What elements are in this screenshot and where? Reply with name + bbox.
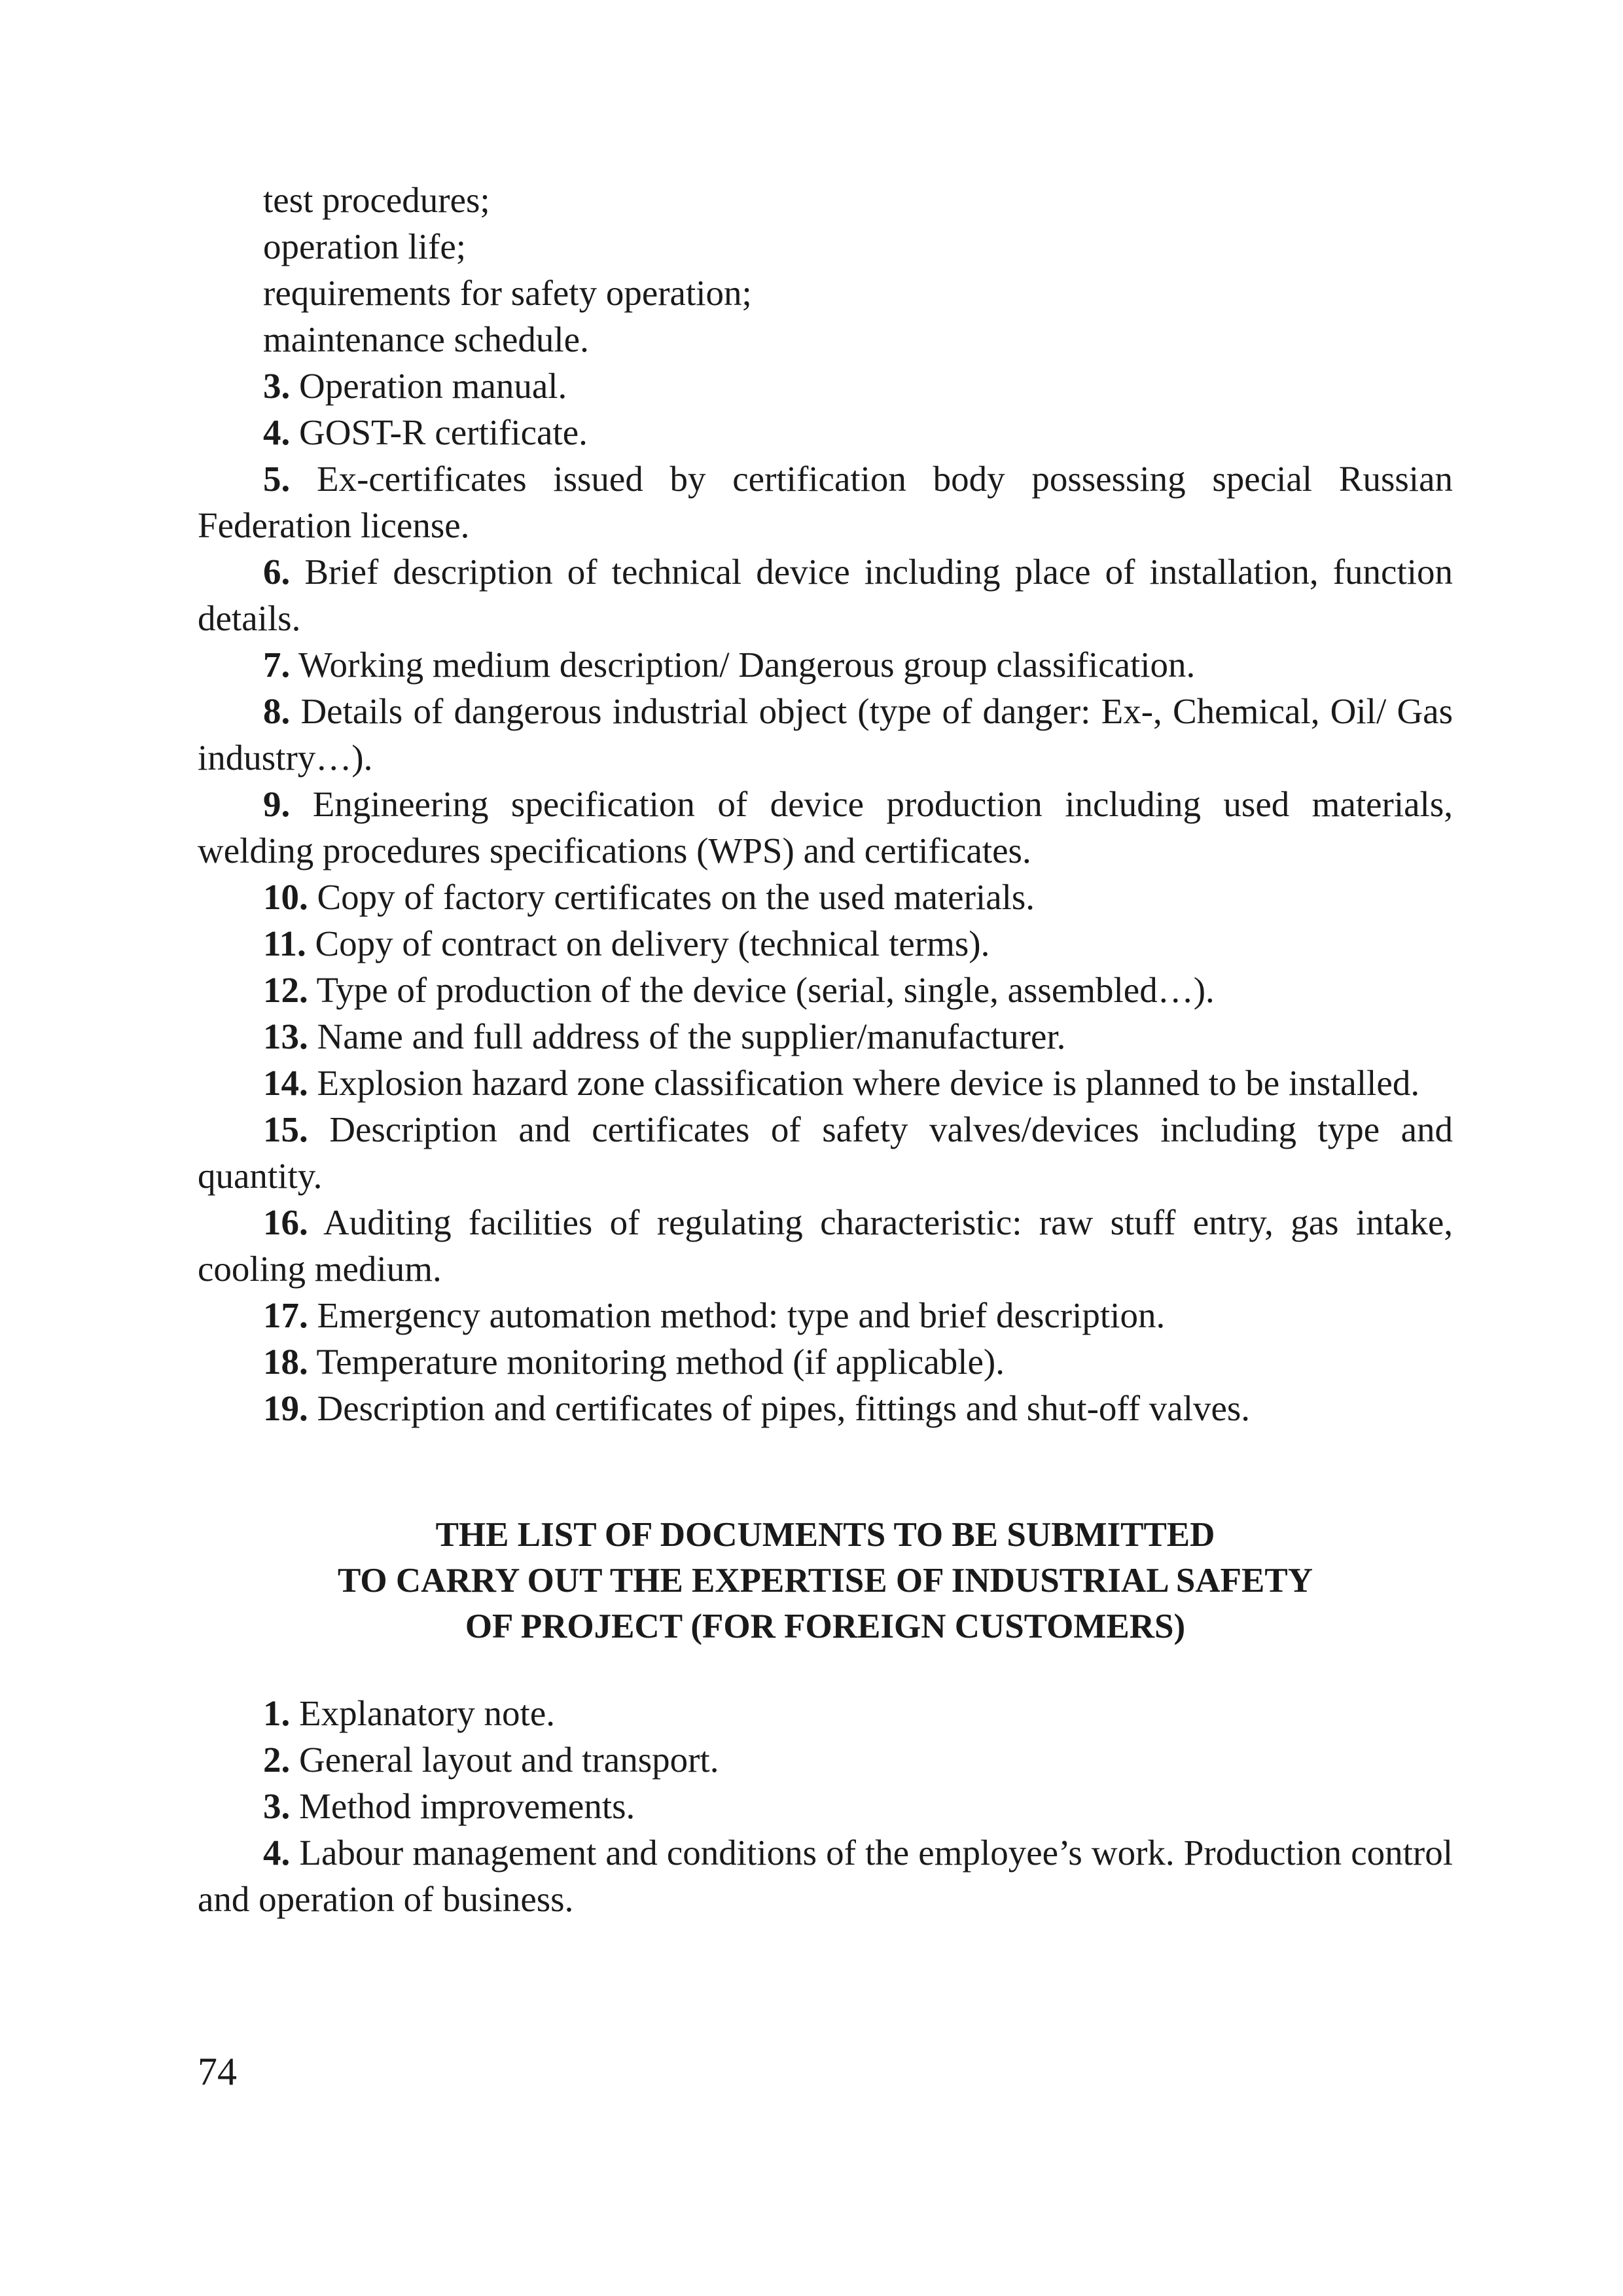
item-text: Auditing facilities of regulating characteristic: raw stuff entry, gas intake, cooling medium. (198, 1202, 1454, 1289)
section-list (198, 1690, 1453, 1922)
list-item (198, 363, 1453, 409)
item-number: 16. (263, 1202, 308, 1242)
item-number: 3. (263, 1786, 291, 1826)
item-number: 5. (263, 459, 291, 499)
item-number: 3. (263, 366, 291, 406)
item-text: Description and certificates of pipes, fittings and shut-off valves. (317, 1388, 1251, 1428)
item-text: Description and certificates of safety valves/devices including type and quantity. (198, 1109, 1454, 1196)
item-text: Working medium description/ Dangerous group classification. (298, 645, 1196, 685)
item-number: 12. (263, 970, 308, 1010)
item-number: 6. (263, 552, 291, 592)
item-text: Method improvements. (299, 1786, 635, 1826)
list-item (198, 1783, 1453, 1829)
section-heading (198, 1512, 1453, 1649)
item-text: General layout and transport. (299, 1740, 719, 1780)
item-text: Copy of factory certificates on the used materials. (317, 877, 1035, 917)
heading-line: TO CARRY OUT THE EXPERTISE OF INDUSTRIAL SAFETY (338, 1562, 1313, 1600)
item-number: 8. (263, 691, 291, 731)
list-item (198, 548, 1453, 641)
heading-line: THE LIST OF DOCUMENTS TO BE SUBMITTED (435, 1516, 1215, 1554)
item-text: Type of production of the device (serial, single, assembled…). (316, 970, 1215, 1010)
item-text: Copy of contract on delivery (technical terms). (315, 924, 990, 963)
item-number: 4. (263, 412, 291, 452)
item-text: Explosion hazard zone classification where device is planned to be installed. (317, 1063, 1420, 1103)
sub-item: operation life; (263, 226, 467, 266)
item-text: Ex-certificates issued by certification body possessing special Russian Federation license. (198, 459, 1453, 545)
list-item (198, 456, 1453, 548)
list-item (198, 1199, 1453, 1292)
item-number: 19. (263, 1388, 308, 1428)
continued-list (198, 177, 1453, 1431)
list-item (198, 920, 1453, 967)
list-item (198, 1338, 1453, 1385)
sub-item: test procedures; (263, 180, 490, 220)
item-number: 9. (263, 784, 291, 824)
list-item (198, 1736, 1453, 1783)
item-text: Details of dangerous industrial object (type of danger: Ex-, Chemical, Oil/ Gas industry…). (198, 691, 1453, 778)
item-text: Labour management and conditions of the employee’s work. Production control and operation of business. (198, 1833, 1453, 1919)
list-item (198, 1829, 1453, 1922)
list-item (198, 688, 1453, 781)
item-text: Name and full address of the supplier/manufacturer. (317, 1016, 1066, 1056)
item-number: 11. (263, 924, 306, 963)
list-item (198, 1106, 1453, 1199)
list-item (198, 1292, 1453, 1338)
item-number: 1. (263, 1693, 291, 1733)
list-item (198, 1060, 1453, 1106)
page-number: 74 (198, 2050, 237, 2093)
item-number: 7. (263, 645, 291, 685)
sub-item: maintenance schedule. (263, 319, 589, 359)
item-number: 17. (263, 1295, 308, 1335)
item-text: Operation manual. (299, 366, 567, 406)
list-item (198, 781, 1453, 874)
list-item (198, 874, 1453, 920)
sub-item: requirements for safety operation; (263, 273, 752, 313)
item-number: 10. (263, 877, 308, 917)
item-text: Explanatory note. (299, 1693, 555, 1733)
item-text: Emergency automation method: type and brief description. (317, 1295, 1166, 1335)
list-item (198, 409, 1453, 456)
item-text: Engineering specification of device production including used materials, welding procedures specifications (WPS) and certificates. (198, 784, 1453, 870)
item-number: 4. (263, 1833, 291, 1873)
list-item (198, 967, 1453, 1013)
heading-line: OF PROJECT (FOR FOREIGN CUSTOMERS) (465, 1607, 1186, 1645)
list-item (198, 641, 1453, 688)
item-text: Brief description of technical device including place of installation, function details. (198, 552, 1454, 638)
item-number: 18. (263, 1342, 308, 1382)
list-item (198, 1385, 1453, 1431)
item-text: Temperature monitoring method (if applicable). (316, 1342, 1005, 1382)
item-number: 13. (263, 1016, 308, 1056)
list-item (198, 1013, 1453, 1060)
list-item (198, 1690, 1453, 1736)
item-number: 14. (263, 1063, 308, 1103)
item-text: GOST-R certificate. (299, 412, 588, 452)
item-number: 2. (263, 1740, 291, 1780)
item-number: 15. (263, 1109, 308, 1149)
